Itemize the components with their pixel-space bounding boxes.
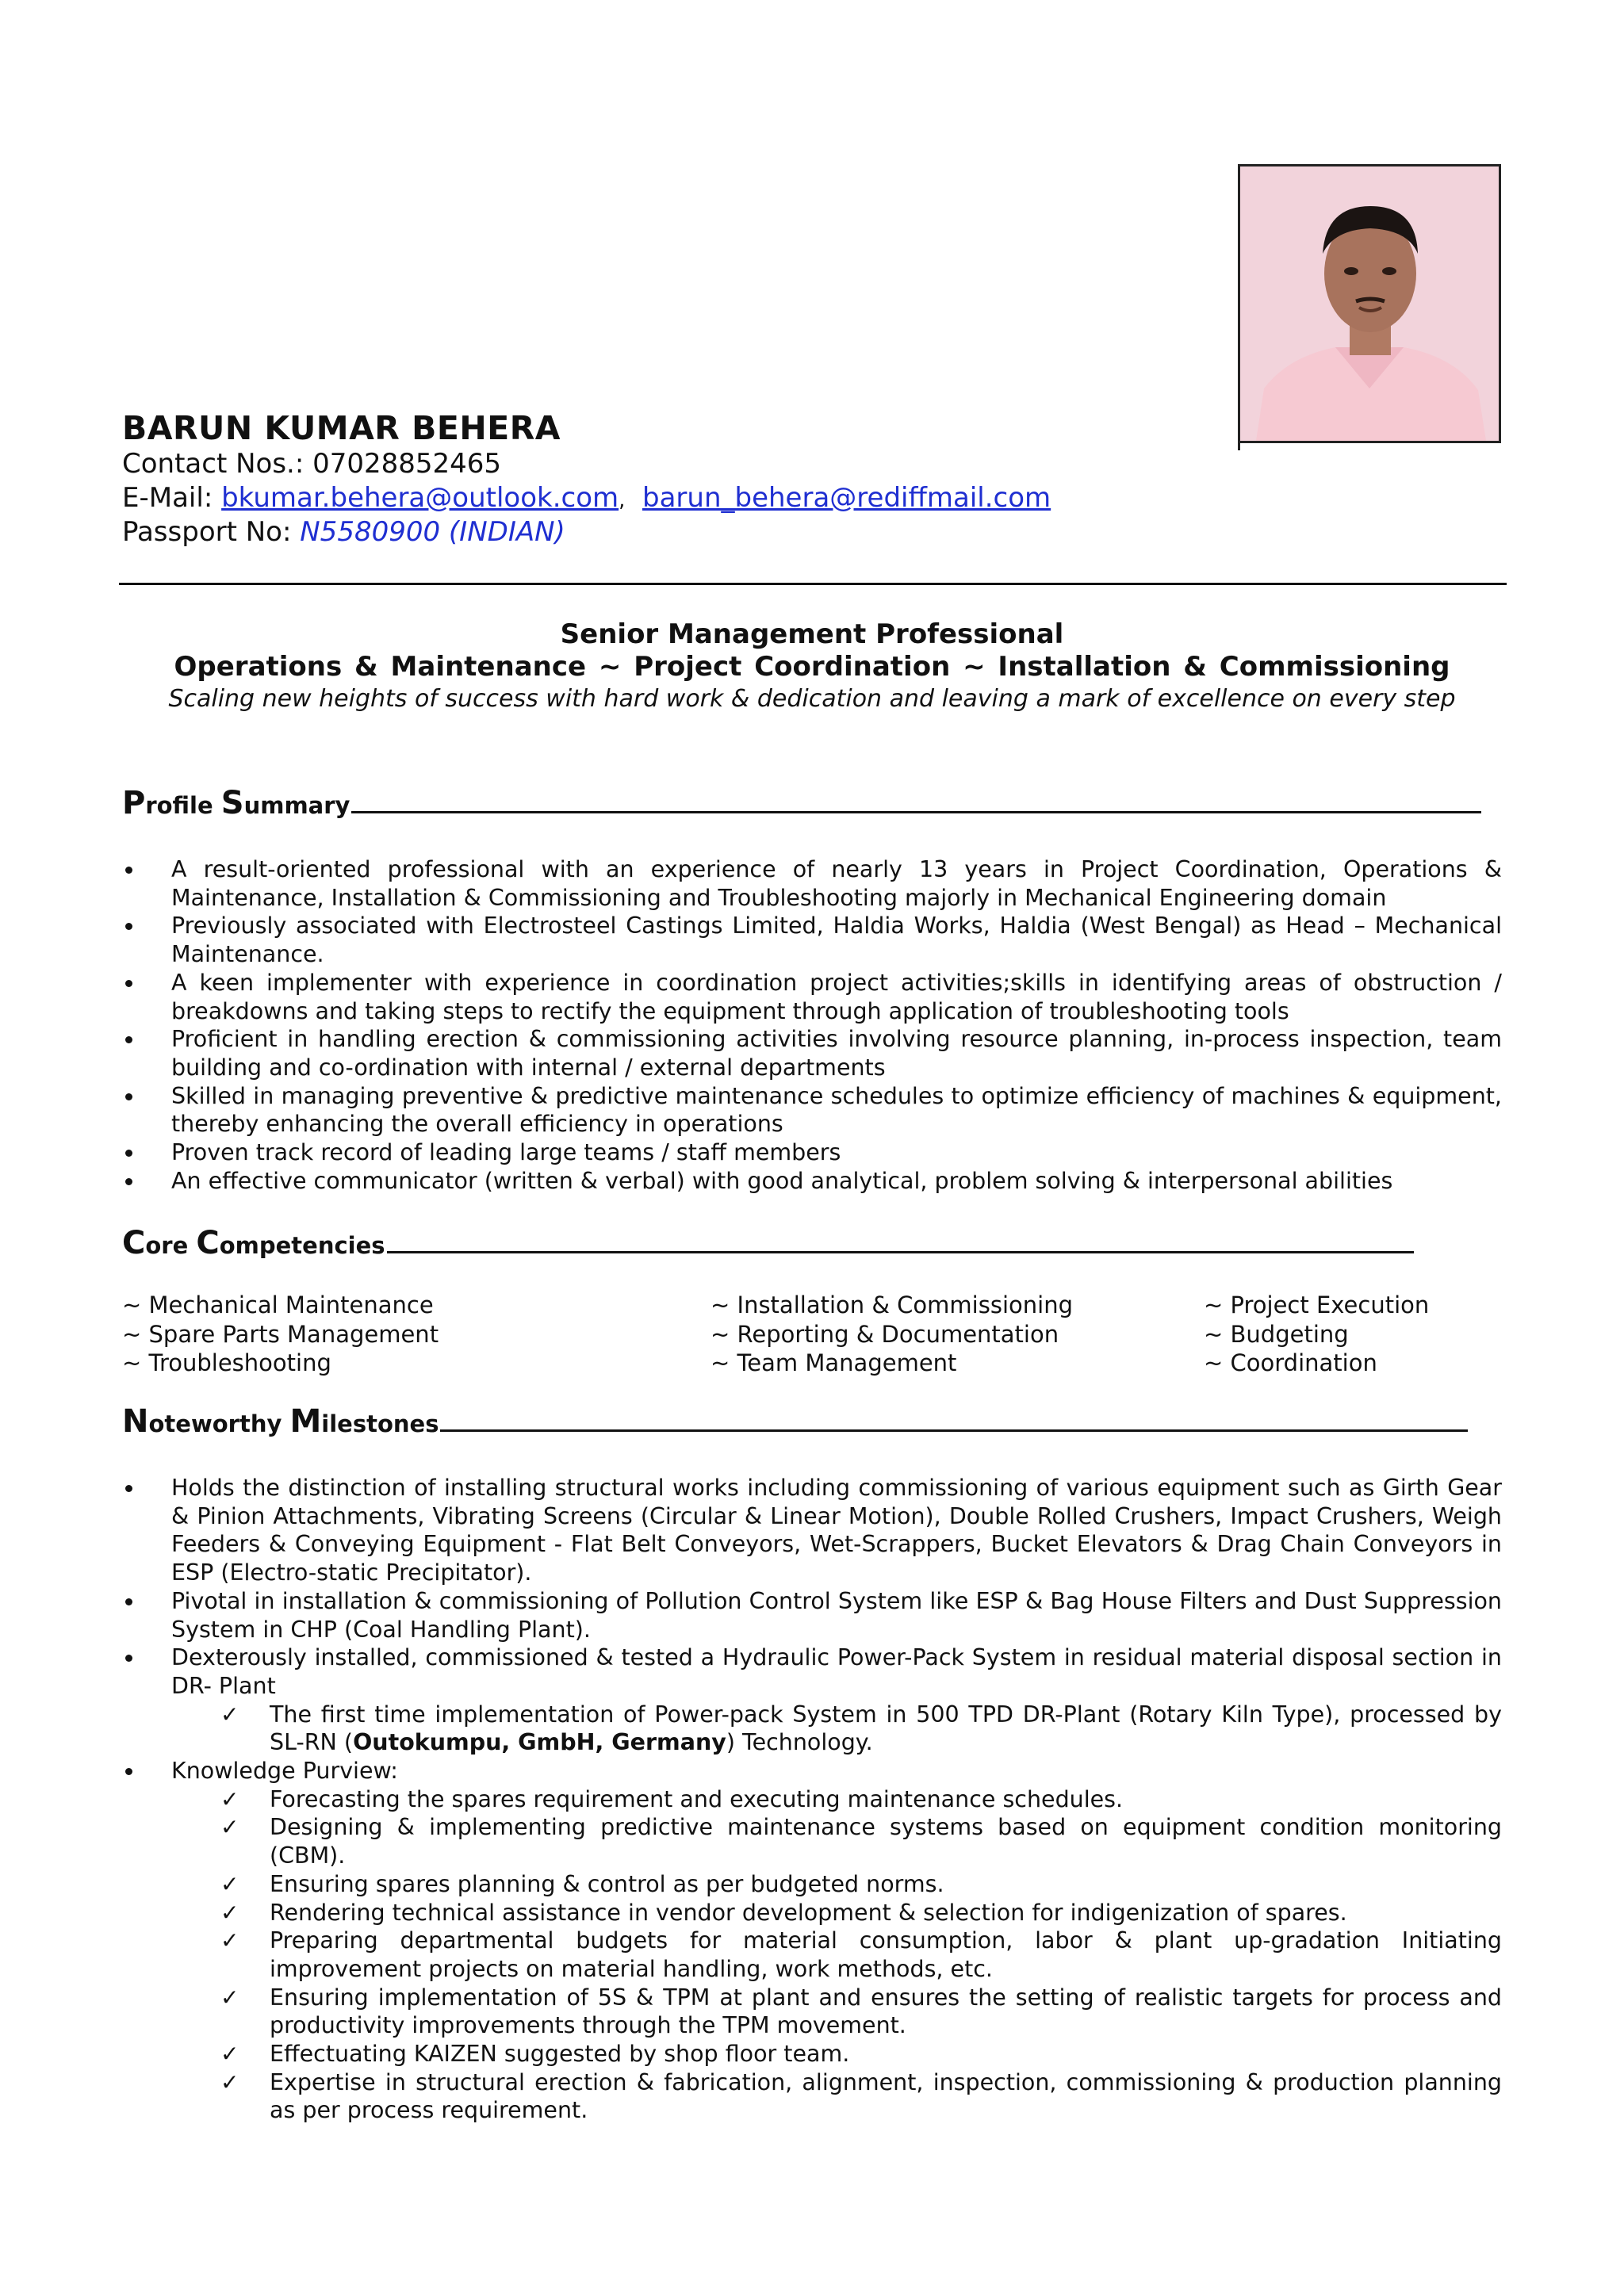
competency-item: ~ Installation & Commissioning <box>710 1292 1073 1318</box>
competency-column-1 <box>122 1291 439 1378</box>
passport-label: Passport No: <box>122 516 292 548</box>
checkmark-icon: ✓ <box>220 1927 239 1954</box>
passport-line <box>122 516 565 548</box>
sub-list-item: ✓ Rendering technical assistance in vendor development & selection for indigenization of spares. <box>220 1899 1347 1926</box>
sub-list-item: ✓ Effectuating KAIZEN suggested by shop floor team. <box>220 2041 850 2068</box>
section-rule <box>351 811 1481 813</box>
email-label: E-Mail: <box>122 482 213 514</box>
list-item: Proficient in handling erection & commissioning activities involving resource planning, in-process inspection, team building and co-ordination with internal / external departments <box>122 1025 1502 1081</box>
milestones-list <box>122 1474 1502 2125</box>
checkmark-icon: ✓ <box>220 1899 239 1926</box>
contact-numbers: Contact Nos.: 07028852465 <box>122 448 502 480</box>
checkmark-icon: ✓ <box>220 1870 239 1897</box>
list-item: Knowledge Purview: <box>122 1757 1502 1785</box>
checkmark-icon: ✓ <box>220 1785 239 1812</box>
list-item: Dexterously installed, commissioned & tested a Hydraulic Power-Pack System in residual material disposal section in DR- Plant <box>122 1644 1502 1700</box>
list-item: An effective communicator (written & verbal) with good analytical, problem solving & interpersonal abilities <box>122 1167 1502 1196</box>
section-rule <box>387 1251 1414 1253</box>
checkmark-icon: ✓ <box>220 1814 239 1841</box>
list-item: Previously associated with Electrosteel Castings Limited, Haldia Works, Haldia (West Bengal) as Head – Mechanical Maintenance. <box>122 912 1502 968</box>
headline-tagline: Scaling new heights of success with hard work & dedication and leaving a mark of excellence on every step <box>168 685 1456 713</box>
list-item: Skilled in managing preventive & predictive maintenance schedules to optimize efficiency of machines & equipment, thereby enhancing the overall efficiency in operations <box>122 1082 1502 1138</box>
competency-item: ~ Troubleshooting <box>122 1349 331 1376</box>
competency-column-3 <box>1204 1291 1429 1378</box>
competency-item: ~ Mechanical Maintenance <box>122 1292 434 1318</box>
list-item: Holds the distinction of installing structural works including commissioning of various equipment such as Girth Gear & Pinion Attachments, Vibrating Screens (Circular & Linear Motion), Double Rolled Crushers, Impact Crushers, Weigh Feeders & Conveying Equipment - Flat Belt Conveyors, Wet-Scrappers, Bucket Elevators & Drag Chain Conveyors in ESP (Electro-static Precipitator). <box>122 1474 1502 1587</box>
competency-column-2 <box>710 1291 1073 1378</box>
sub-list-item: ✓ Ensuring implementation of 5S & TPM at plant and ensures the setting of realistic targets for process and productivity improvements through the TPM movement. <box>220 1984 1502 2039</box>
competency-item: ~ Budgeting <box>1204 1320 1349 1348</box>
sub-list-item: ✓ Designing & implementing predictive maintenance systems based on equipment condition monitoring (CBM). <box>220 1814 1502 1869</box>
checkmark-icon: ✓ <box>220 2041 239 2068</box>
sub-list-item: ✓ Forecasting the spares requirement and executing maintenance schedules. <box>220 1785 1124 1812</box>
sub-list-item: ✓ Expertise in structural erection & fabrication, alignment, inspection, commissioning & production planning as per process requirement. <box>220 2068 1502 2124</box>
headline-title: Senior Management Professional <box>560 618 1064 650</box>
checkmark-icon: ✓ <box>220 1701 239 1728</box>
checkmark-icon: ✓ <box>220 2068 239 2095</box>
profile-photo <box>1238 164 1501 443</box>
list-item: A result-oriented professional with an experience of nearly 13 years in Project Coordination, Operations & Maintenance, Installation & Commissioning and Troubleshooting majorly in Mechanical Engineering domain <box>122 855 1502 912</box>
section-rule <box>440 1429 1468 1432</box>
section-heading-noteworthy-milestones: Noteworthy Milestones <box>122 1403 1468 1440</box>
sub-list-item: ✓ Preparing departmental budgets for material consumption, labor & plant up-gradation Initiating improvement projects on material handling, work methods, etc. <box>220 1927 1502 1982</box>
sub-list-item: ✓ Ensuring spares planning & control as per budgeted norms. <box>220 1870 944 1897</box>
email-link-outlook[interactable]: bkumar.behera@outlook.com <box>221 482 619 514</box>
competency-item: ~ Project Execution <box>1204 1292 1430 1318</box>
list-item: A keen implementer with experience in coordination project activities;skills in identifying areas of obstruction / breakdowns and taking steps to rectify the equipment through application of troubleshooting tools <box>122 969 1502 1025</box>
header-divider <box>119 583 1507 585</box>
passport-value: N5580900 (INDIAN) <box>300 516 565 548</box>
sub-list-item: ✓ The first time implementation of Power-pack System in 500 TPD DR-Plant (Rotary Kiln Type), processed by SL-RN (Outokumpu, GmbH, Germany) Technology. <box>220 1701 1502 1756</box>
checkmark-icon: ✓ <box>220 1984 239 2011</box>
profile-photo-image <box>1240 166 1499 441</box>
email-link-rediffmail[interactable]: barun_behera@rediffmail.com <box>642 482 1051 514</box>
candidate-name: BARUN KUMAR BEHERA <box>122 409 561 447</box>
competency-item: ~ Coordination <box>1204 1349 1377 1376</box>
list-item: Pivotal in installation & commissioning of Pollution Control System like ESP & Bag House Filters and Dust Suppression System in CHP (Coal Handling Plant). <box>122 1587 1502 1644</box>
list-item: Proven track record of leading large teams / staff members <box>122 1138 1502 1167</box>
competency-item: ~ Team Management <box>710 1349 957 1376</box>
email-line <box>122 482 1051 514</box>
headline-areas: Operations & Maintenance ~ Project Coordination ~ Installation & Commissioning <box>174 651 1450 683</box>
competency-item: ~ Spare Parts Management <box>122 1320 439 1348</box>
competency-item: ~ Reporting & Documentation <box>710 1320 1059 1348</box>
profile-summary-list <box>122 855 1502 1195</box>
photo-frame-tick <box>1238 434 1240 450</box>
section-heading-core-competencies: Core Competencies <box>122 1225 1414 1261</box>
section-heading-profile-summary: Profile Summary <box>122 785 1481 821</box>
email-separator: , <box>619 488 626 512</box>
